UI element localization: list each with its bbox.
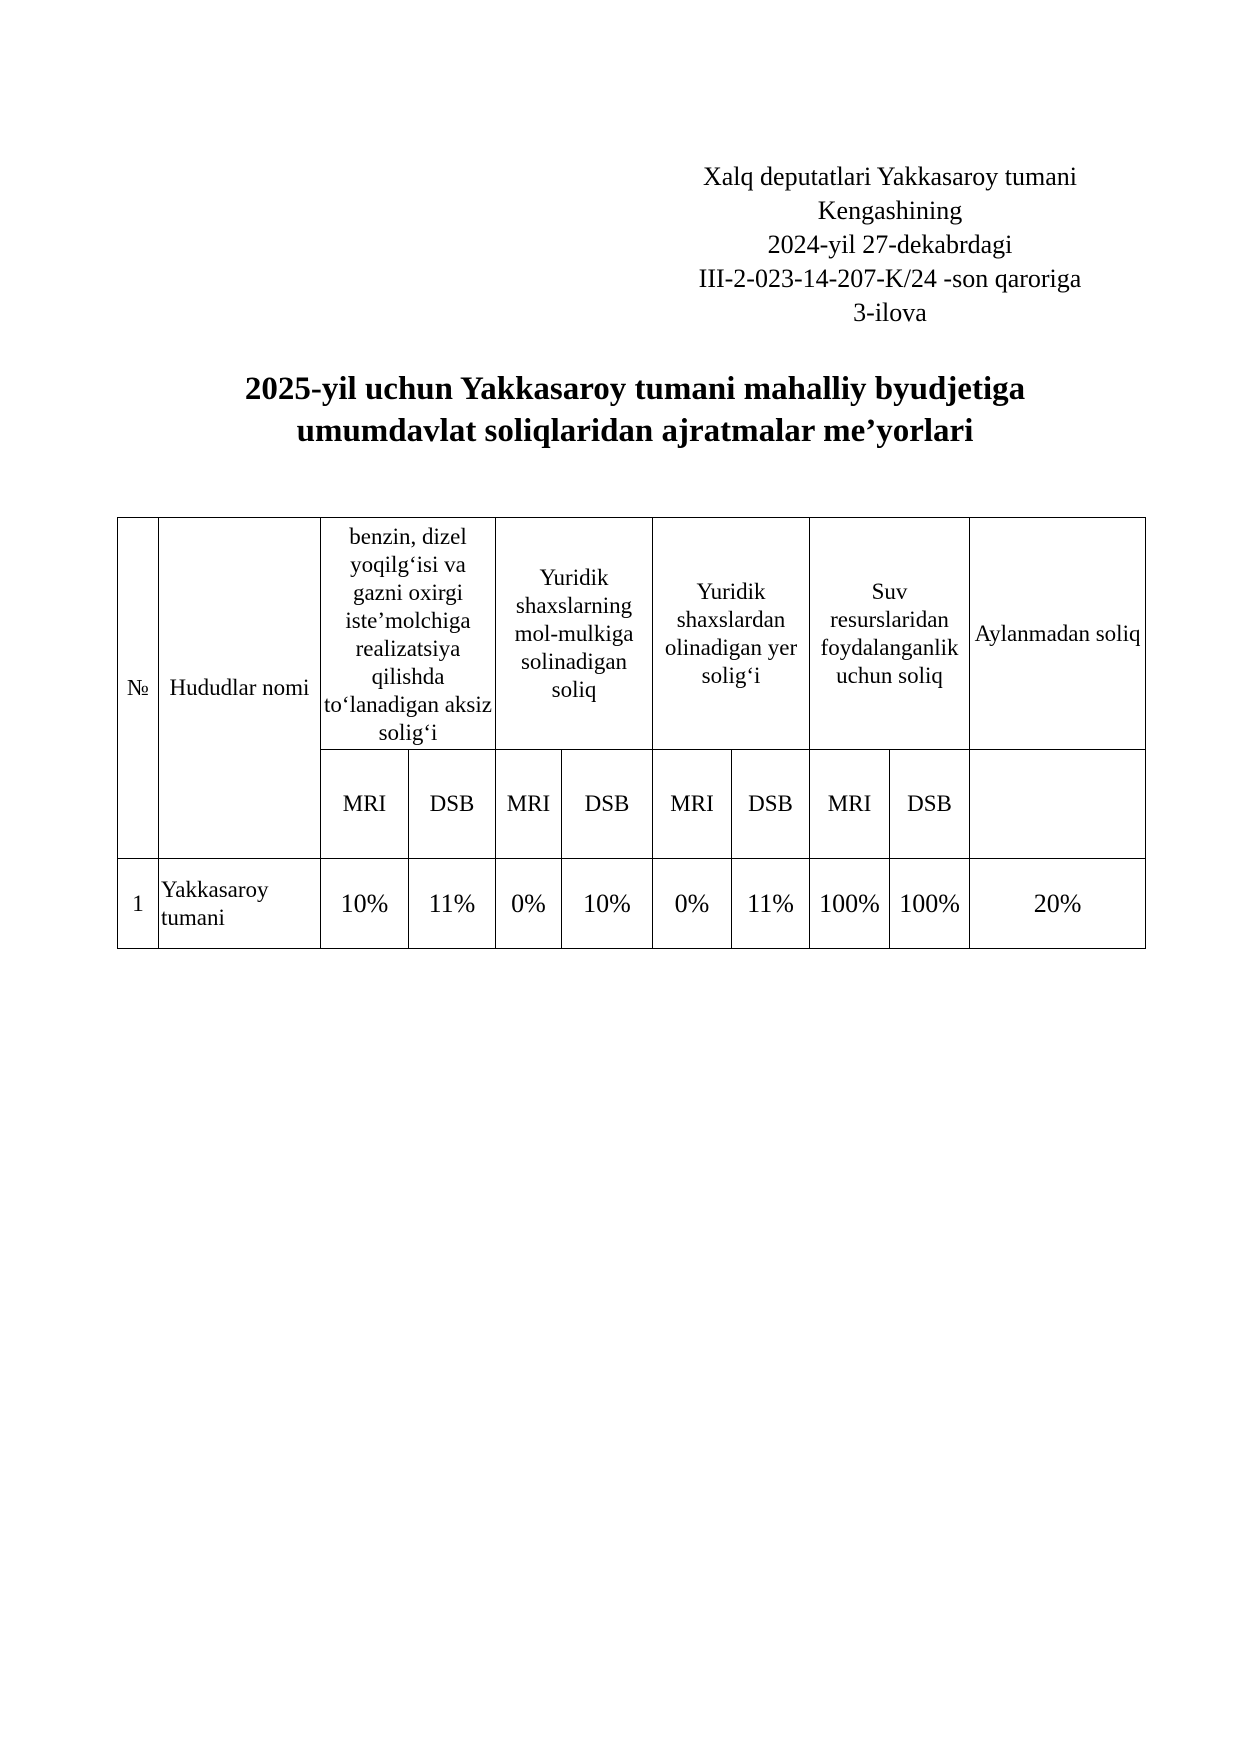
- cell-water-tax-dsb: 100%: [890, 859, 970, 949]
- cell-land-tax-mri: 0%: [653, 859, 732, 949]
- cell-land-tax-dsb: 11%: [732, 859, 810, 949]
- header-water-tax: Suv resurslaridan foydalanganlik uchun soliq: [810, 518, 970, 750]
- subheader-mri: MRI: [496, 750, 562, 859]
- approval-line: 2024-yil 27-dekabrdagi: [767, 230, 1013, 259]
- header-fuel-excise: benzin, dizel yoqilg‘isi va gazni oxirgi iste’molchiga realizatsiya qilishda to‘lanadigan aksiz solig‘i: [321, 518, 496, 750]
- approval-line: 3-ilova: [853, 298, 927, 327]
- header-property-tax: Yuridik shaxslarning mol-mulkiga solinadigan soliq: [496, 518, 653, 750]
- header-turnover-tax: Aylanmadan soliq: [970, 518, 1146, 750]
- tax-norms-table: [117, 517, 1146, 949]
- header-region: Hududlar nomi: [159, 518, 321, 859]
- cell-water-tax-mri: 100%: [810, 859, 890, 949]
- row-number: 1: [118, 859, 159, 949]
- subheader-dsb: DSB: [409, 750, 496, 859]
- subheader-dsb: DSB: [732, 750, 810, 859]
- cell-property-tax-dsb: 10%: [562, 859, 653, 949]
- subheader-dsb: DSB: [890, 750, 970, 859]
- approval-line: Xalq deputatlari Yakkasaroy tumani: [702, 162, 1078, 191]
- cell-fuel-excise-dsb: 11%: [409, 859, 496, 949]
- table-row: [118, 859, 1146, 949]
- approval-note: [660, 160, 1120, 330]
- subheader-dsb: DSB: [562, 750, 653, 859]
- cell-turnover-tax: 20%: [970, 859, 1146, 949]
- cell-fuel-excise-mri: 10%: [321, 859, 409, 949]
- header-number: №: [118, 518, 159, 859]
- document-title: [120, 368, 1150, 452]
- header-land-tax: Yuridik shaxslardan olinadigan yer solig‘i: [653, 518, 810, 750]
- title-line-2: umumdavlat soliqlaridan ajratmalar me’yorlari: [296, 413, 974, 449]
- header-row: [118, 518, 1146, 750]
- row-region: Yakkasaroy tumani: [159, 859, 321, 949]
- subheader-mri: MRI: [810, 750, 890, 859]
- subheader-mri: MRI: [321, 750, 409, 859]
- subheader-empty: [970, 750, 1146, 859]
- title-line-1: 2025-yil uchun Yakkasaroy tumani mahalliy byudjetiga: [244, 371, 1026, 407]
- approval-line: Kengashining: [817, 196, 963, 225]
- subheader-mri: MRI: [653, 750, 732, 859]
- approval-line: III-2-023-14-207-K/24 -son qaroriga: [698, 264, 1082, 293]
- cell-property-tax-mri: 0%: [496, 859, 562, 949]
